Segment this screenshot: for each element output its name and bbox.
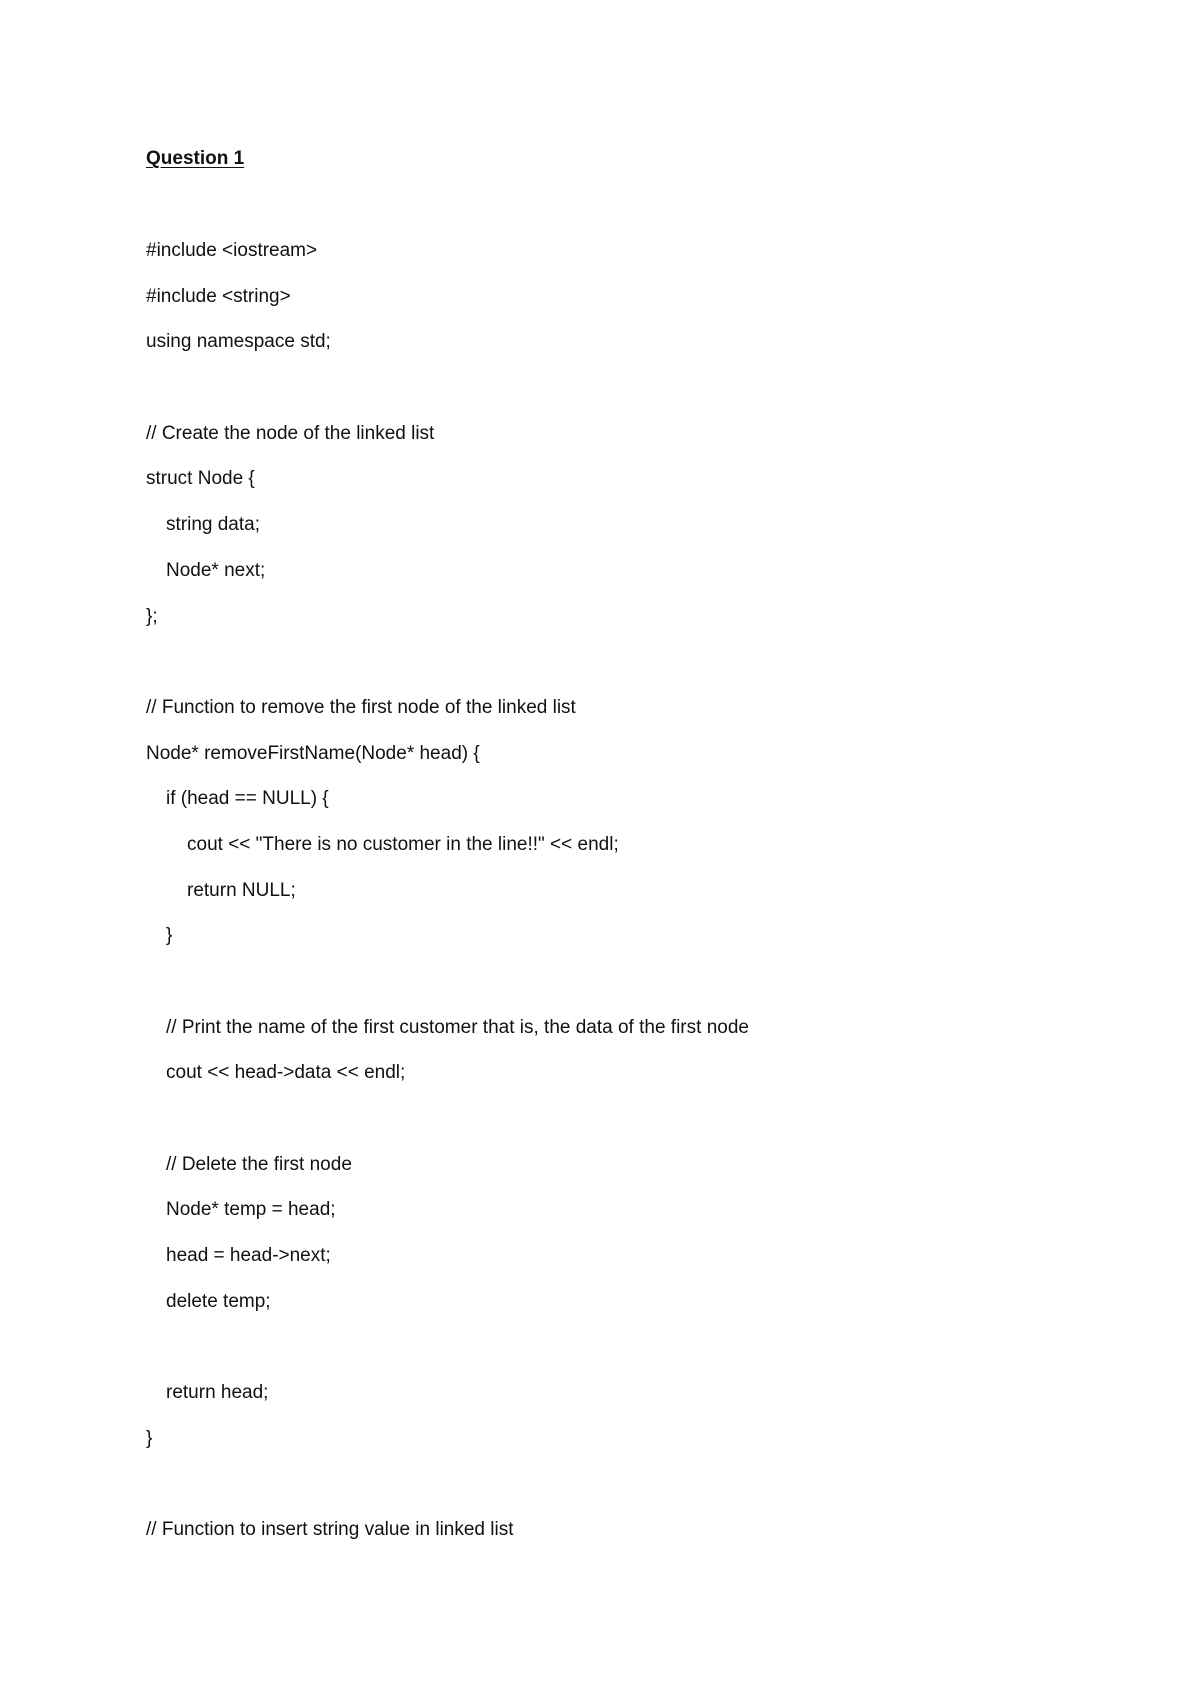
- code-line: Node* temp = head;: [166, 1199, 336, 1221]
- code-line: string data;: [166, 514, 260, 536]
- code-line: // Print the name of the first customer that is, the data of the first node: [166, 1016, 749, 1038]
- code-listing: [146, 239, 1106, 1564]
- code-line: head = head->next;: [166, 1245, 331, 1267]
- blank-line: [146, 970, 1106, 1016]
- blank-line: [146, 650, 1106, 696]
- code-line: if (head == NULL) {: [166, 788, 329, 810]
- code-line: // Create the node of the linked list: [146, 422, 435, 444]
- code-line: #include <string>: [146, 285, 291, 307]
- blank-line: [146, 1336, 1106, 1382]
- code-line: }: [146, 1427, 153, 1449]
- code-line: }: [166, 925, 173, 947]
- code-line: return NULL;: [187, 879, 296, 901]
- code-line: Node* removeFirstName(Node* head) {: [146, 742, 480, 764]
- code-line: };: [146, 605, 158, 627]
- blank-line: [146, 376, 1106, 422]
- code-line: using namespace std;: [146, 331, 331, 353]
- code-line: delete temp;: [166, 1290, 271, 1312]
- code-line: cout << "There is no customer in the line!!" << endl;: [187, 833, 619, 855]
- question-heading: Question 1: [146, 148, 245, 169]
- blank-line: [146, 1107, 1106, 1153]
- code-line: return head;: [166, 1382, 269, 1404]
- code-line: // Function to insert string value in linked list: [146, 1519, 514, 1541]
- code-line: struct Node {: [146, 468, 255, 490]
- code-line: Node* next;: [166, 559, 266, 581]
- code-line: // Delete the first node: [166, 1153, 352, 1175]
- blank-line: [146, 1473, 1106, 1519]
- code-line: // Function to remove the first node of the linked list: [146, 696, 576, 718]
- code-line: #include <iostream>: [146, 240, 318, 261]
- code-line: cout << head->data << endl;: [166, 1062, 406, 1084]
